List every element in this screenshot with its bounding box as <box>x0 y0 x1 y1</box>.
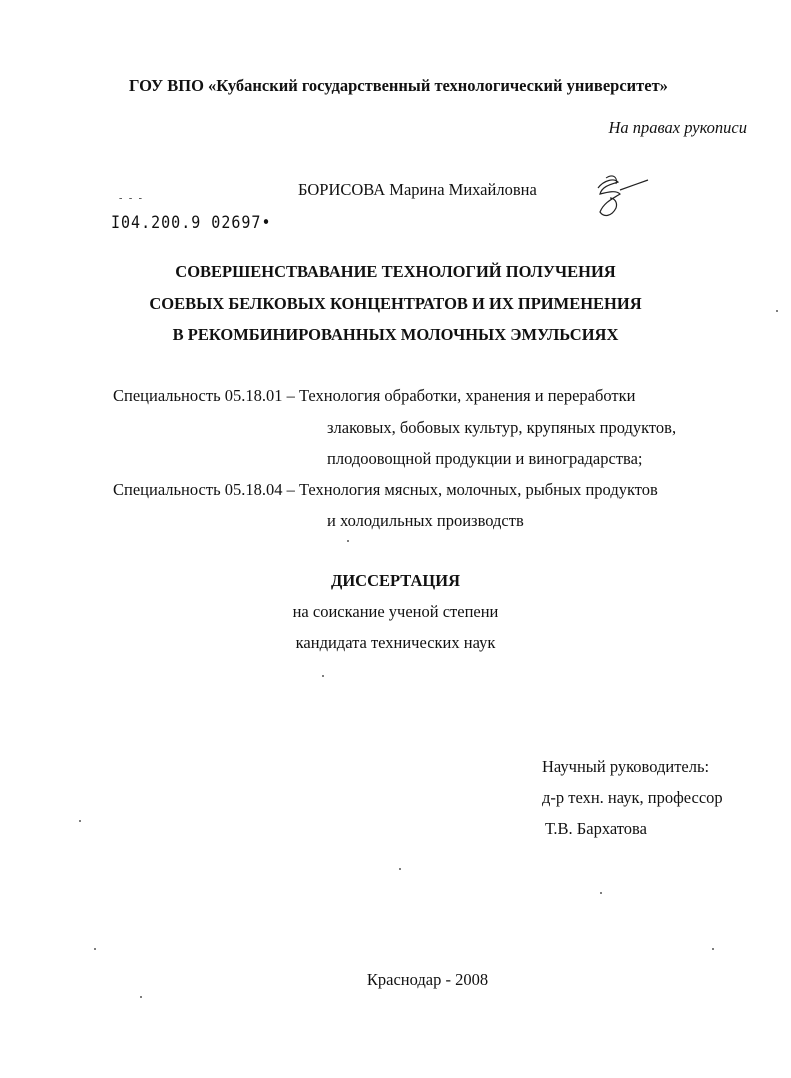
city-year: Краснодар - 2008 <box>366 970 489 989</box>
dissertation-line-1: на соискание ученой степени <box>292 602 499 621</box>
specialty-2-line-2: и холодильных производств <box>327 511 524 530</box>
scan-speckle <box>600 892 602 894</box>
scan-speckle <box>94 948 96 950</box>
registration-bullet: • <box>261 212 272 233</box>
supervisor-degree: д-р техн. наук, профессор <box>542 788 723 807</box>
scan-speckle <box>712 948 714 950</box>
specialty-1-line-3: плодоовощной продукции и виноградарства; <box>327 449 643 468</box>
scan-speckle <box>347 540 349 542</box>
registration-number <box>111 212 272 233</box>
author-name: БОРИСОВА Марина Михайловна <box>298 180 537 199</box>
scan-speckle <box>776 310 778 312</box>
registration-prefix: I <box>111 212 122 233</box>
registration-dots: - - - <box>119 193 144 204</box>
scan-speckle <box>79 820 81 822</box>
registration-digits: 04.200.9 02697 <box>121 212 262 233</box>
title-line-2: СОЕВЫХ БЕЛКОВЫХ КОНЦЕНТРАТОВ И ИХ ПРИМЕНЕНИЯ <box>149 294 642 313</box>
scan-speckle <box>322 675 324 677</box>
specialty-2-label: Специальность 05.18.04 – Технология мясных, молочных, рыбных продуктов <box>113 480 658 499</box>
dissertation-heading: ДИССЕРТАЦИЯ <box>331 571 460 590</box>
specialty-1-line-2: злаковых, бобовых культур, крупяных продуктов, <box>327 418 677 437</box>
scan-speckle <box>140 996 142 998</box>
specialty-1-label: Специальность 05.18.01 – Технология обработки, хранения и переработки <box>113 386 636 405</box>
signature-icon <box>590 172 652 233</box>
scan-speckle <box>399 868 401 870</box>
dissertation-line-2: кандидата технических наук <box>295 633 496 652</box>
title-line-3: В РЕКОМБИНИРОВАННЫХ МОЛОЧНЫХ ЭМУЛЬСИЯХ <box>172 325 619 344</box>
university-name: ГОУ ВПО «Кубанский государственный технологический университет» <box>129 76 668 95</box>
title-line-1: СОВЕРШЕНСТВАВАНИЕ ТЕХНОЛОГИЙ ПОЛУЧЕНИЯ <box>175 262 616 281</box>
supervisor-name: Т.В. Бархатова <box>545 819 647 838</box>
rights-note: На правах рукописи <box>608 118 747 137</box>
supervisor-label: Научный руководитель: <box>542 757 710 776</box>
